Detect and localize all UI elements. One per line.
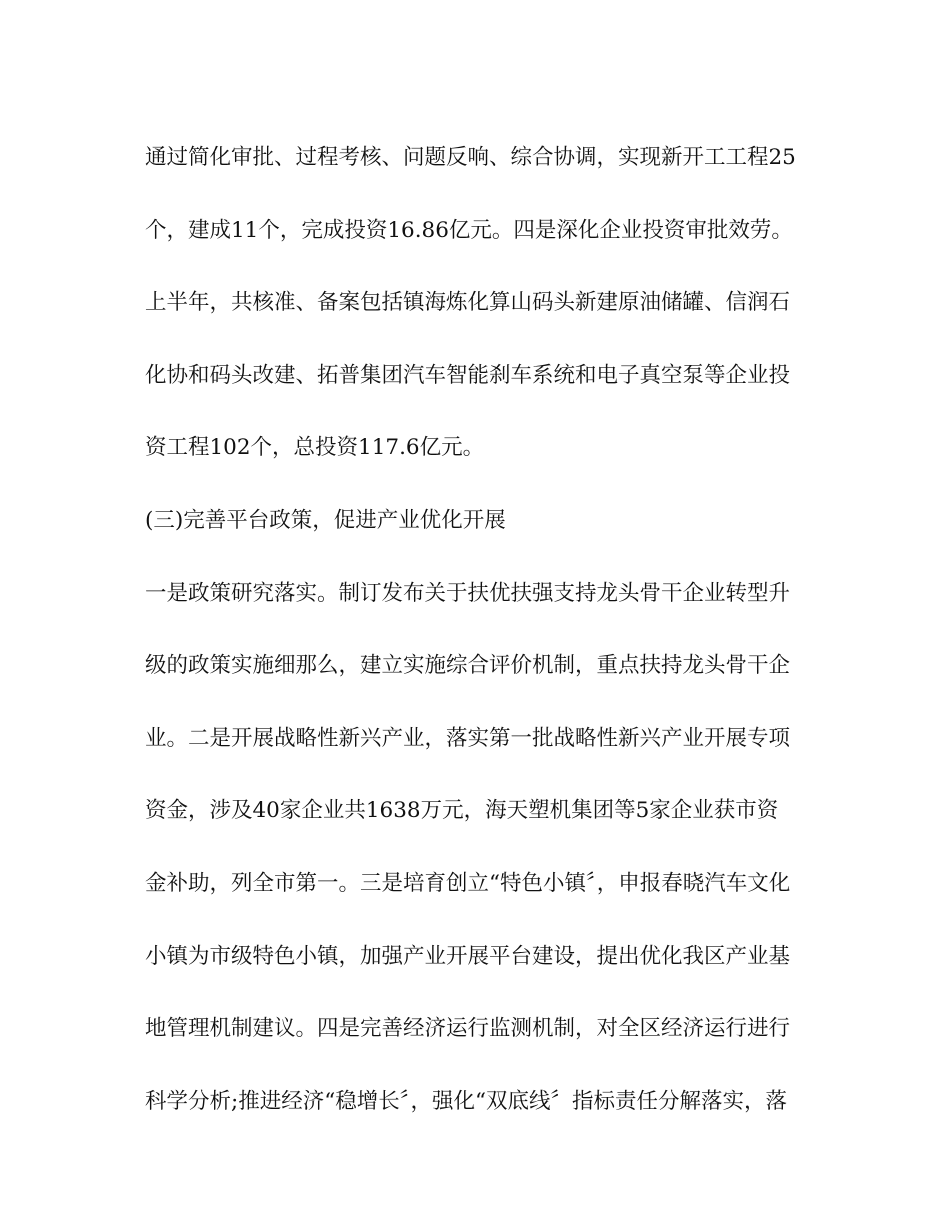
section-heading: (三)完善平台政策，促进产业优化开展 [145, 507, 506, 533]
text-line: 金补助，列全市第一。三是培育创立“特色小镇〞，申报春晓汽车文化 [145, 870, 791, 896]
text-line: 一是政策研究落实。制订发布关于扶优扶强支持龙头骨干企业转型升 [145, 580, 791, 606]
text-line: 通过简化审批、过程考核、问题反响、综合协调，实现新开工工程25 [145, 145, 796, 170]
text-line: 级的政策实施细那么，建立实施综合评价机制，重点扶持龙头骨干企 [145, 653, 791, 679]
text-line: 化协和码头改建、拓普集团汽车智能刹车系统和电子真空泵等企业投 [145, 362, 791, 388]
text-line: 个，建成11个，完成投资16.86亿元。四是深化企业投资审批效劳。 [145, 217, 793, 243]
text-line: 地管理机制建议。四是完善经济运行监测机制，对全区经济运行进行 [145, 1016, 791, 1042]
text-line: 科学分析;推进经济“稳增长〞，强化“双底线〞指标责任分解落实，落 [145, 1088, 787, 1114]
document-body [145, 122, 815, 1138]
text-line: 上半年，共核准、备案包括镇海炼化算山码头新建原油储罐、信润石 [145, 290, 791, 316]
text-line: 资工程102个，总投资117.6亿元。 [145, 435, 485, 461]
text-line: 业。二是开展战略性新兴产业，落实第一批战略性新兴产业开展专项 [145, 725, 791, 751]
text-line: 资金，涉及40家企业共1638万元，海天塑机集团等5家企业获市资 [145, 798, 779, 824]
text-line: 小镇为市级特色小镇，加强产业开展平台建设，提出优化我区产业基 [145, 943, 791, 969]
